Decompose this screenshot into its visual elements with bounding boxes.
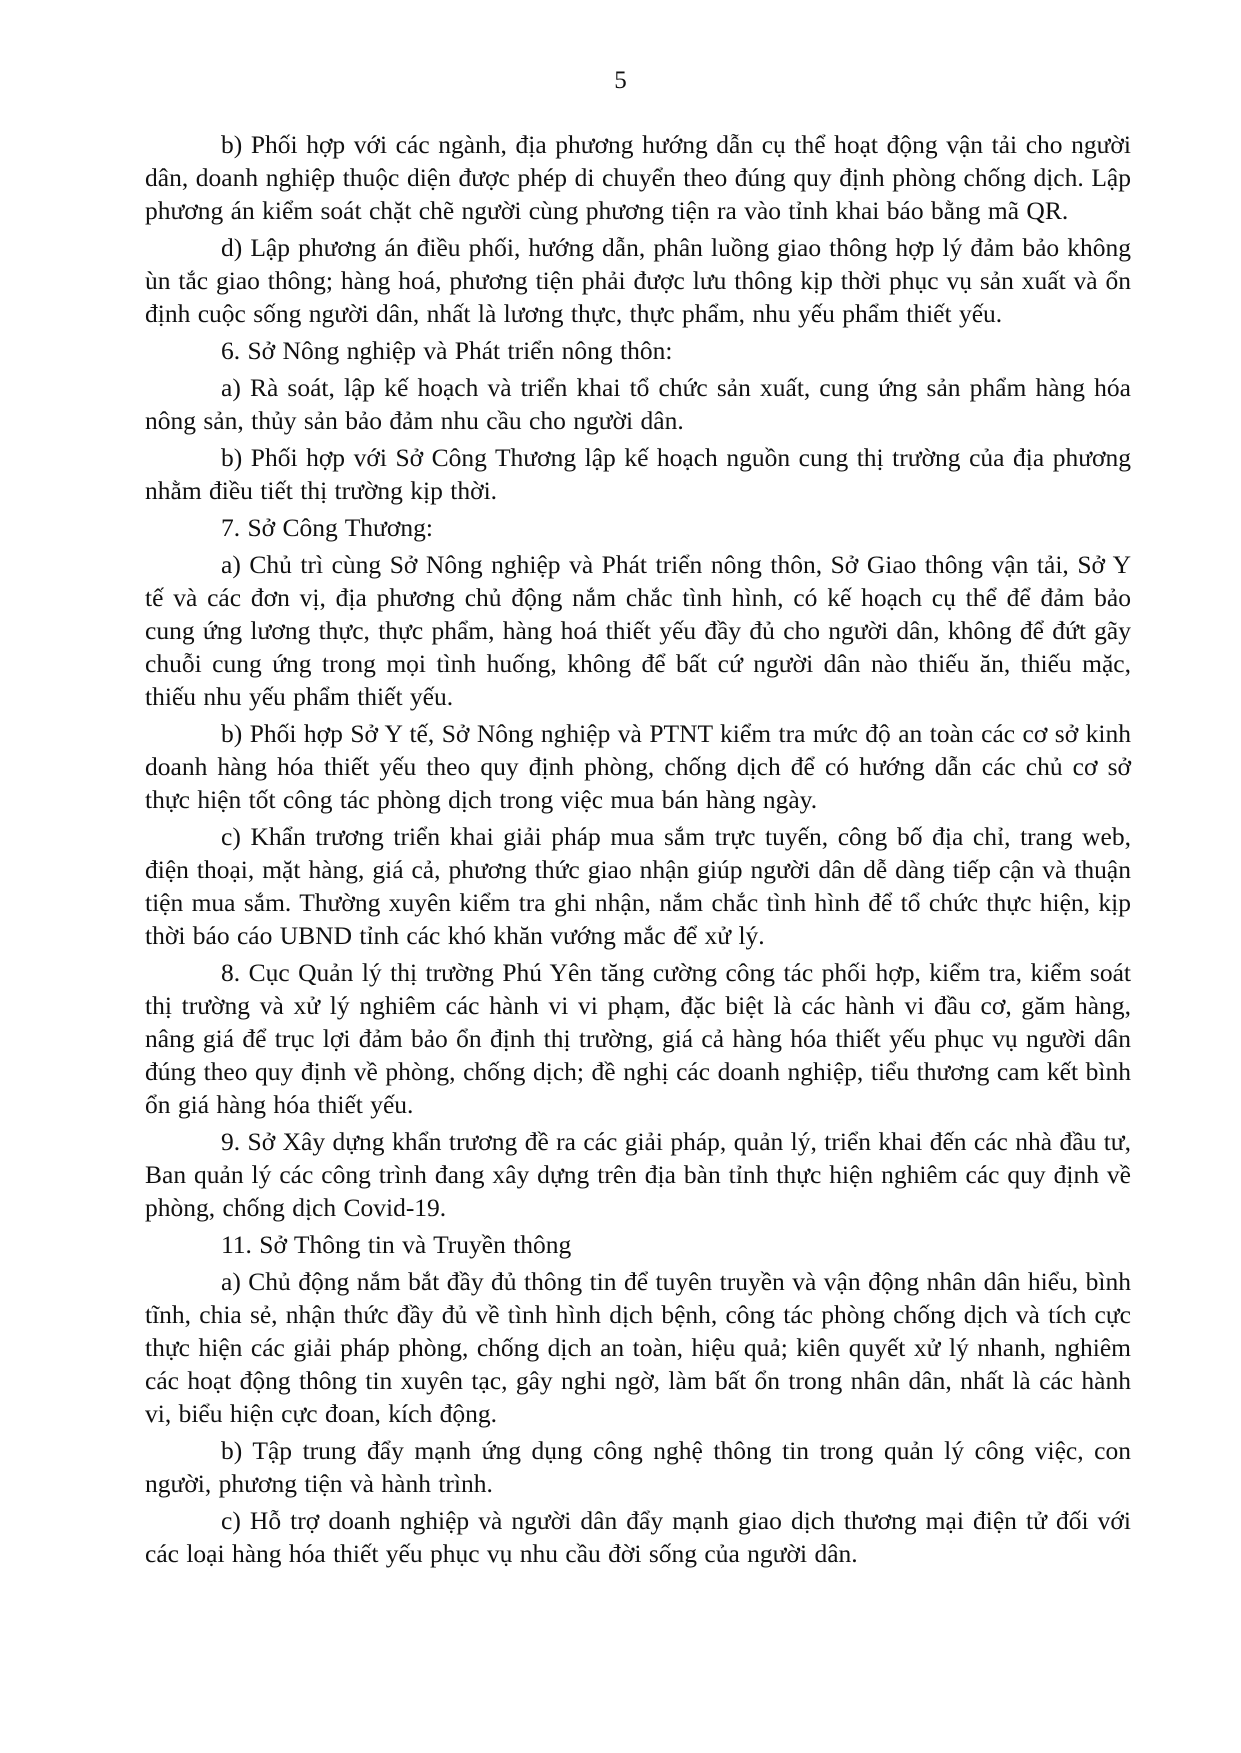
section-heading-11: 11. Sở Thông tin và Truyền thông [221, 1230, 572, 1259]
paragraph-5d: d) Lập phương án điều phối, hướng dẫn, phân luồng giao thông hợp lý đảm bảo không ùn tắc giao thông; hàng hoá, phương tiện phải được lưu thông kịp thời phục vụ sản xuất và ổn định cuộc sống người dân, nhất là lương thực, thực phẩm, nhu yếu phẩm thiết yếu. [145, 233, 1131, 328]
paragraph-7a: a) Chủ trì cùng Sở Nông nghiệp và Phát triển nông thôn, Sở Giao thông vận tải, Sở Y tế và các đơn vị, địa phương chủ động nắm chắc tình hình, có kế hoạch cụ thể để đảm bảo cung ứng lương thực, thực phẩm, hàng hoá thiết yếu đầy đủ cho người dân, không để đứt gãy chuỗi cung ứng trong mọi tình huống, không để bất cứ người dân nào thiếu ăn, thiếu mặc, thiếu nhu yếu phẩm thiết yếu. [145, 550, 1131, 711]
paragraph-6b: b) Phối hợp với Sở Công Thương lập kế hoạch nguồn cung thị trường của địa phương nhằm điều tiết thị trường kịp thời. [145, 443, 1131, 505]
document-body [145, 128, 1131, 1574]
paragraph-5b: b) Phối hợp với các ngành, địa phương hướng dẫn cụ thể hoạt động vận tải cho người dân, doanh nghiệp thuộc diện được phép di chuyển theo đúng quy định phòng chống dịch. Lập phương án kiểm soát chặt chẽ người cùng phương tiện ra vào tỉnh khai báo bằng mã QR. [145, 130, 1131, 225]
paragraph-11b: b) Tập trung đẩy mạnh ứng dụng công nghệ thông tin trong quản lý công việc, con người, phương tiện và hành trình. [145, 1436, 1131, 1498]
paragraph-6a: a) Rà soát, lập kế hoạch và triển khai tổ chức sản xuất, cung ứng sản phẩm hàng hóa nông sản, thủy sản bảo đảm nhu cầu cho người dân. [145, 373, 1131, 435]
paragraph-8: 8. Cục Quản lý thị trường Phú Yên tăng cường công tác phối hợp, kiểm tra, kiểm soát thị trường và xử lý nghiêm các hành vi vi phạm, đặc biệt là các hành vi đầu cơ, găm hàng, nâng giá để trục lợi đảm bảo ổn định thị trường, giá cả hàng hóa thiết yếu phục vụ người dân đúng theo quy định về phòng, chống dịch; đề nghị các doanh nghiệp, tiểu thương cam kết bình ổn giá hàng hóa thiết yếu. [145, 958, 1131, 1119]
paragraph-11a: a) Chủ động nắm bắt đầy đủ thông tin để tuyên truyền và vận động nhân dân hiểu, bình tĩnh, chia sẻ, nhận thức đầy đủ về tình hình dịch bệnh, công tác phòng chống dịch và tích cực thực hiện các giải pháp phòng, chống dịch an toàn, hiệu quả; kiên quyết xử lý nhanh, nghiêm các hoạt động thông tin xuyên tạc, gây nghi ngờ, làm bất ổn trong nhân dân, nhất là các hành vi, biểu hiện cực đoan, kích động. [145, 1267, 1131, 1428]
section-heading-6: 6. Sở Nông nghiệp và Phát triển nông thôn: [221, 336, 673, 365]
page-number: 5 [614, 67, 627, 94]
paragraph-9: 9. Sở Xây dựng khẩn trương đề ra các giải pháp, quản lý, triển khai đến các nhà đầu tư, Ban quản lý các công trình đang xây dựng trên địa bàn tỉnh thực hiện nghiêm các quy định về phòng, chống dịch Covid-19. [145, 1127, 1131, 1222]
paragraph-7c: c) Khẩn trương triển khai giải pháp mua sắm trực tuyến, công bố địa chỉ, trang web, điện thoại, mặt hàng, giá cả, phương thức giao nhận giúp người dân dễ dàng tiếp cận và thuận tiện mua sắm. Thường xuyên kiểm tra ghi nhận, nắm chắc tình hình để tổ chức thực hiện, kịp thời báo cáo UBND tỉnh các khó khăn vướng mắc để xử lý. [145, 822, 1131, 950]
section-heading-7: 7. Sở Công Thương: [221, 513, 433, 542]
paragraph-7b: b) Phối hợp Sở Y tế, Sở Nông nghiệp và PTNT kiểm tra mức độ an toàn các cơ sở kinh doanh hàng hóa thiết yếu theo quy định phòng, chống dịch để có hướng dẫn các chủ cơ sở thực hiện tốt công tác phòng dịch trong việc mua bán hàng ngày. [145, 719, 1131, 814]
paragraph-11c: c) Hỗ trợ doanh nghiệp và người dân đẩy mạnh giao dịch thương mại điện tử đối với các loại hàng hóa thiết yếu phục vụ nhu cầu đời sống của người dân. [145, 1506, 1131, 1568]
